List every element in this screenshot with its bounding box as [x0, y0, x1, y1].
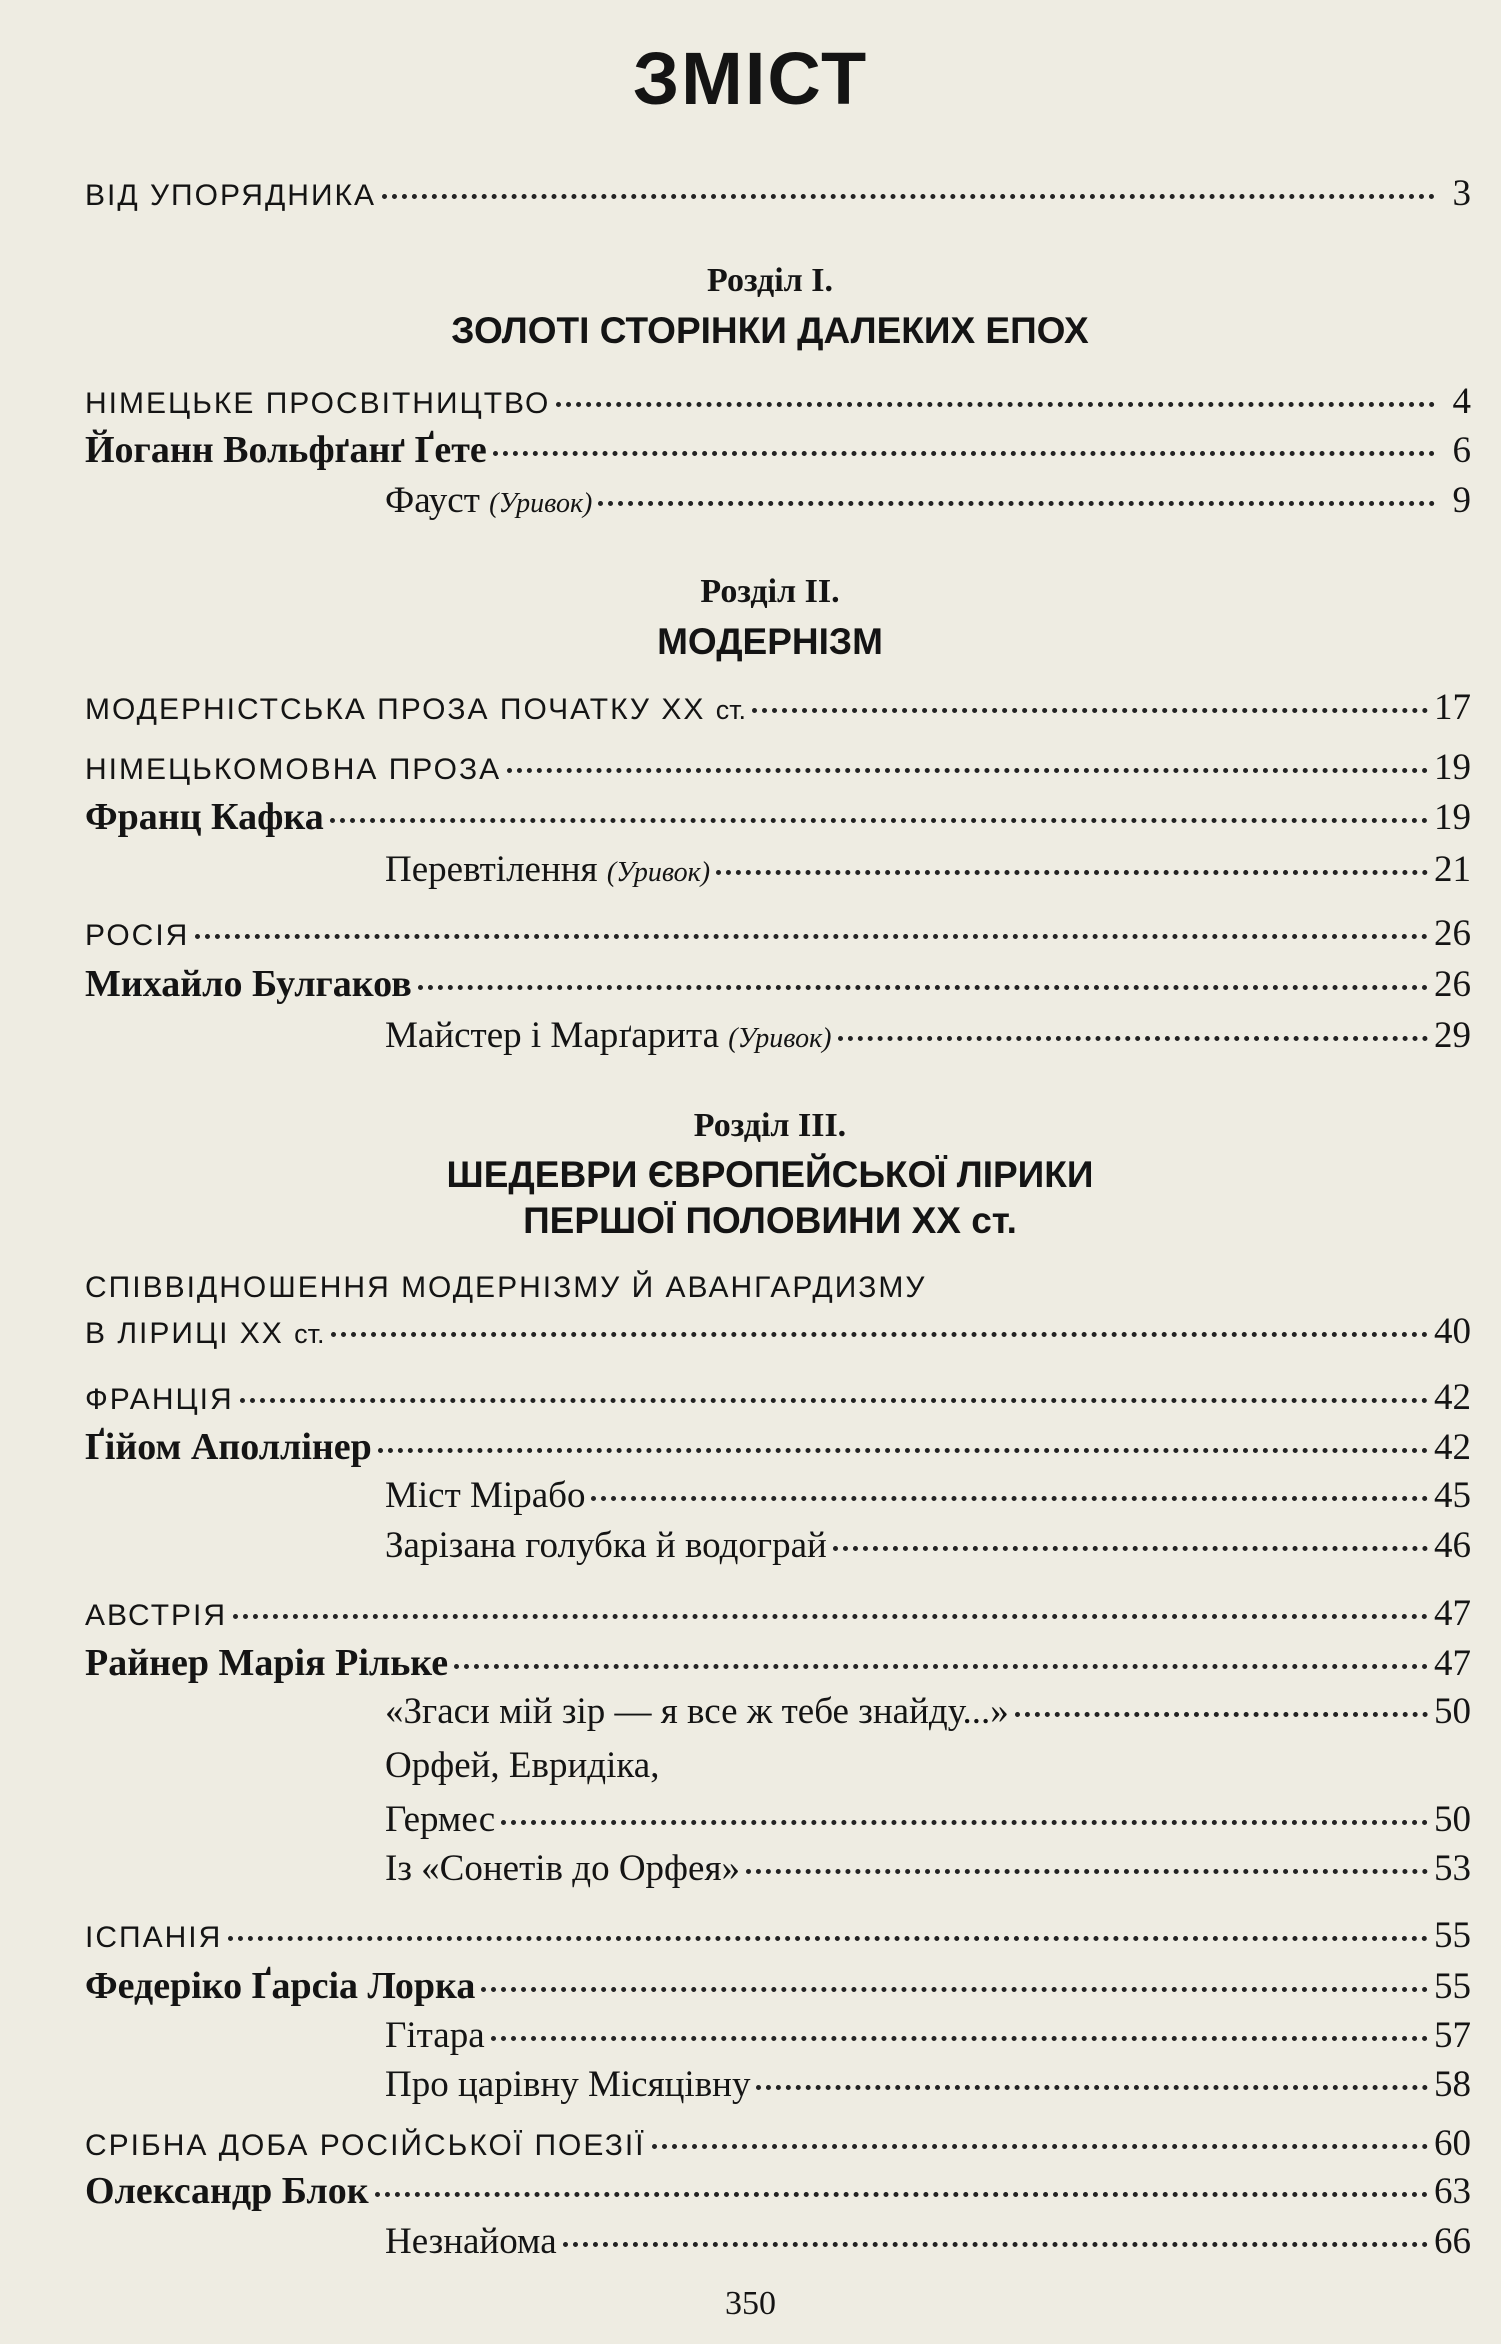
toc-entry-work: [385, 2012, 1471, 2060]
dot-leader: [556, 402, 1435, 407]
entry-text: НІМЕЦЬКЕ ПРОСВІТНИЦТВО: [85, 387, 551, 420]
dot-leader: [563, 2242, 1428, 2247]
entry-page: 45: [1434, 1475, 1471, 1516]
entry-text: Перевтілення: [385, 849, 598, 890]
entry-text: НІМЕЦЬКОМОВНА ПРОЗА: [85, 753, 502, 786]
entry-text: Майстер і Марґарита: [385, 1015, 719, 1056]
entry-text: МОДЕРНІСТСЬКА ПРОЗА ПОЧАТКУ XX: [85, 693, 706, 726]
dot-leader: [833, 1546, 1428, 1551]
dot-leader: [493, 451, 1435, 456]
toc-entry-work: [385, 1012, 1471, 1060]
entry-text: Про царівну Місяцівну: [385, 2064, 751, 2105]
toc-entry-work: [385, 1845, 1471, 1893]
dot-leader: [652, 2144, 1428, 2149]
toc-entry-work: [385, 1796, 1471, 1844]
entry-text: АВСТРІЯ: [85, 1599, 228, 1632]
entry-text-line1: СПІВВІДНОШЕННЯ МОДЕРНІЗМУ Й АВАНГАРДИЗМУ: [85, 1271, 927, 1304]
dot-leader: [382, 194, 1435, 199]
toc-entry-author: [85, 960, 1471, 1008]
toc-entry: [85, 2120, 1471, 2168]
section-name: ПЕРШОЇ ПОЛОВИНИ XX ст.: [523, 1200, 1017, 1241]
toc-entry: [85, 1590, 1471, 1638]
entry-text: Йоганн Вольфґанґ Ґете: [85, 429, 487, 471]
entry-text: Фауст: [385, 480, 480, 521]
entry-text: В ЛІРИЦІ XX: [85, 1317, 284, 1350]
toc-entry-work: [385, 477, 1471, 525]
dot-leader: [330, 818, 1428, 823]
toc-entry-author: [85, 793, 1471, 841]
page-number: 350: [725, 2285, 776, 2322]
toc-entry-work: [385, 1472, 1471, 1520]
entry-page: 4: [1452, 381, 1471, 422]
entry-page: 42: [1434, 1427, 1471, 1468]
entry-page: 19: [1434, 747, 1471, 788]
entry-page: 3: [1452, 173, 1471, 214]
entry-page: 66: [1434, 2221, 1471, 2262]
dot-leader: [418, 985, 1428, 990]
toc-entry-author: [85, 426, 1471, 474]
section-name: ЗОЛОТІ СТОРІНКИ ДАЛЕКИХ ЕПОХ: [451, 310, 1089, 351]
entry-page: 40: [1434, 1311, 1471, 1352]
toc-entry-work: [385, 2061, 1471, 2109]
entry-page: 26: [1434, 913, 1471, 954]
section-name: МОДЕРНІЗМ: [657, 621, 883, 662]
dot-leader: [838, 1036, 1429, 1041]
entry-text: Олександр Блок: [85, 2170, 369, 2212]
dot-leader: [507, 768, 1428, 773]
entry-text: Ґійом Аполлінер: [85, 1426, 372, 1468]
dot-leader: [752, 708, 1428, 713]
dot-leader: [195, 934, 1428, 939]
toc-entry-work: [385, 1688, 1471, 1736]
entry-text: Із «Сонетів до Орфея»: [385, 1848, 740, 1889]
entry-text-line1: Орфей, Евридіка,: [385, 1745, 660, 1786]
section-number: Розділ ІІ.: [700, 573, 840, 610]
entry-text: Міст Мірабо: [385, 1475, 586, 1516]
toc-entry-intro: [85, 170, 1471, 218]
entry-page: 26: [1434, 964, 1471, 1005]
toc-entry: [85, 684, 1471, 732]
dot-leader: [756, 2085, 1428, 2090]
entry-page: 55: [1434, 1966, 1471, 2007]
entry-text: Федеріко Ґарсіа Лорка: [85, 1965, 476, 2007]
toc-entry: [85, 1912, 1471, 1960]
dot-leader: [591, 1496, 1428, 1501]
toc-entry-author: [85, 1639, 1471, 1687]
dot-leader: [375, 2192, 1428, 2197]
dot-leader: [746, 1869, 1428, 1874]
toc-entry-work: [385, 1522, 1471, 1570]
entry-page: 9: [1452, 480, 1471, 521]
dot-leader: [491, 2036, 1428, 2041]
dot-leader: [481, 1987, 1428, 1992]
toc-entry: [85, 1374, 1471, 1422]
entry-page: 29: [1434, 1015, 1471, 1056]
dot-leader: [716, 870, 1428, 875]
entry-page: 19: [1434, 797, 1471, 838]
entry-text: Незнайома: [385, 2221, 557, 2262]
dot-leader: [598, 501, 1435, 506]
entry-page: 60: [1434, 2123, 1471, 2164]
entry-text: ФРАНЦІЯ: [85, 1383, 234, 1416]
toc-entry-work: [385, 846, 1471, 894]
entry-page: 63: [1434, 2171, 1471, 2212]
entry-page: 57: [1434, 2015, 1471, 2056]
dot-leader: [378, 1448, 1428, 1453]
entry-page: 47: [1434, 1593, 1471, 1634]
toc-entry-author: [85, 1423, 1471, 1471]
entry-text: Гермес: [385, 1799, 496, 1840]
section-number: Розділ І.: [707, 262, 833, 299]
dot-leader: [1015, 1712, 1428, 1717]
entry-page: 6: [1452, 430, 1471, 471]
toc-entry: [85, 1308, 1471, 1356]
entry-text: Зарізана голубка й водограй: [385, 1525, 827, 1566]
page-title: ЗМІСТ: [632, 37, 869, 120]
dot-leader: [331, 1332, 1428, 1337]
entry-suffix: ст.: [294, 1319, 325, 1349]
entry-page: 17: [1434, 687, 1471, 728]
entry-page: 21: [1434, 849, 1471, 890]
entry-text: ВІД УПОРЯДНИКА: [85, 179, 376, 212]
entry-text: ІСПАНІЯ: [85, 1921, 223, 1954]
toc-entry: [85, 910, 1471, 958]
dot-leader: [240, 1398, 1428, 1403]
toc-entry-author: [85, 1962, 1471, 2010]
entry-text: «Згаси мій зір — я все ж тебе знайду...»: [385, 1691, 1009, 1732]
entry-note: (Уривок): [489, 488, 593, 519]
entry-page: 47: [1434, 1643, 1471, 1684]
entry-page: 46: [1434, 1525, 1471, 1566]
entry-note: (Уривок): [728, 1023, 832, 1054]
dot-leader: [454, 1664, 1428, 1669]
toc-entry: [85, 744, 1471, 792]
entry-text: РОСІЯ: [85, 919, 190, 952]
toc-entry: [85, 378, 1471, 426]
entry-text: Михайло Булгаков: [85, 963, 412, 1005]
entry-page: 53: [1434, 1848, 1471, 1889]
entry-text: Гітара: [385, 2015, 485, 2056]
dot-leader: [501, 1820, 1428, 1825]
toc-entry-work: [385, 2218, 1471, 2266]
section-number: Розділ ІІІ.: [693, 1107, 847, 1144]
entry-page: 55: [1434, 1915, 1471, 1956]
entry-page: 58: [1434, 2064, 1471, 2105]
toc-entry-author: [85, 2167, 1471, 2215]
dot-leader: [228, 1936, 1428, 1941]
entry-note: (Уривок): [606, 857, 711, 888]
entry-suffix: ст.: [715, 695, 747, 725]
entry-text: СРІБНА ДОБА РОСІЙСЬКОЇ ПОЕЗІЇ: [85, 2129, 646, 2162]
section-name: ШЕДЕВРИ ЄВРОПЕЙСЬКОЇ ЛІРИКИ: [446, 1154, 1094, 1195]
dot-leader: [233, 1614, 1428, 1619]
entry-page: 50: [1434, 1691, 1471, 1732]
entry-page: 50: [1434, 1799, 1471, 1840]
entry-text: Райнер Марія Рільке: [85, 1642, 449, 1684]
entry-text: Франц Кафка: [85, 796, 324, 838]
entry-page: 42: [1434, 1377, 1471, 1418]
